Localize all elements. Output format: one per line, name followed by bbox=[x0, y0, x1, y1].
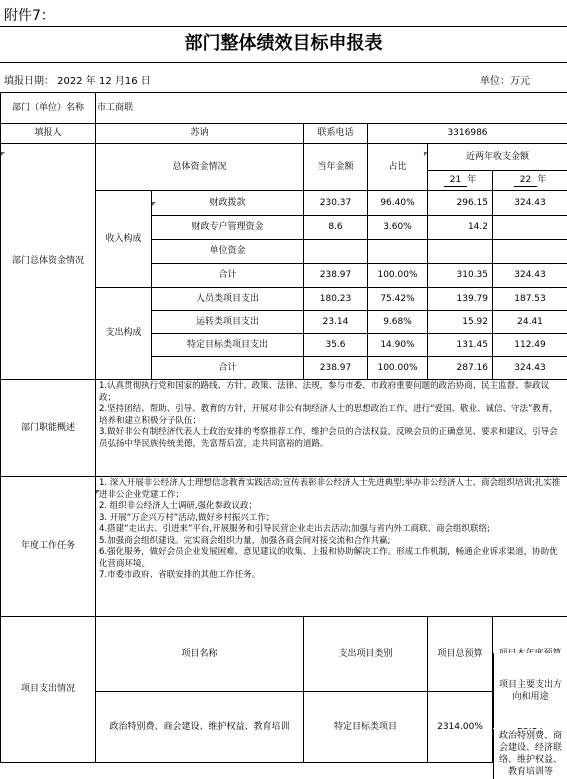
year2-header: 22 年 bbox=[493, 171, 567, 191]
expense-row-name: 特定目标类项目支出 bbox=[152, 334, 304, 357]
performance-table bbox=[0, 92, 567, 763]
expense-row-amount: 35.6 bbox=[304, 334, 368, 357]
income-row-name: 财政专户管理资金 bbox=[152, 216, 304, 240]
expense-total-y2: 324.43 bbox=[493, 357, 567, 380]
project-total: 2314.00% bbox=[428, 692, 493, 763]
projects-header-type: 支出项目类别 bbox=[304, 617, 428, 692]
income-row-amount bbox=[304, 240, 368, 264]
expense-row-name: 人员类项目支出 bbox=[152, 288, 304, 311]
task-line: 2. 组织非公经济人士调研,强化参政议政； bbox=[99, 501, 258, 511]
income-row-y2 bbox=[493, 240, 567, 264]
expense-label: 支出构成 bbox=[96, 288, 152, 380]
duties-text bbox=[96, 380, 567, 477]
task-line: 3. 开展“万企兴万村”活动,做好乡村振兴工作； bbox=[99, 512, 275, 523]
expense-row-y2: 24.41 bbox=[493, 311, 567, 334]
income-total-name: 合计 bbox=[152, 264, 304, 288]
income-row-ratio: 3.60% bbox=[368, 216, 428, 240]
duty-line: 3.做好非公有制经济代表人士政治安排的考察推荐工作，维护会员的合法权益，反映会员的正确意见、要求和建议，引导会员弘扬中华民族传统美德，先富帮后富，走共同富裕的道路。 bbox=[99, 427, 558, 449]
cell-marker-icon bbox=[1, 152, 5, 156]
income-row-amount: 230.37 bbox=[304, 191, 368, 216]
income-label: 收入构成 bbox=[96, 191, 152, 288]
tasks-text bbox=[96, 477, 567, 617]
filler-name: 苏讷 bbox=[96, 124, 304, 144]
income-row-y2: 324.43 bbox=[493, 191, 567, 216]
income-row-name: 单位资金 bbox=[152, 240, 304, 264]
project-use-header: 项目主要支出方向和用途 bbox=[493, 653, 567, 728]
expense-row-amount: 23.14 bbox=[304, 311, 368, 334]
filler-label: 填报人 bbox=[1, 124, 96, 144]
cell-marker-icon bbox=[152, 202, 156, 206]
income-row-y1: 296.15 bbox=[428, 191, 493, 216]
expense-row-y1: 15.92 bbox=[428, 311, 493, 334]
phone-value: 3316986 bbox=[368, 124, 567, 144]
projects-header-total: 项目总预算 bbox=[428, 617, 493, 692]
expense-total-amount: 238.97 bbox=[304, 357, 368, 380]
income-row-y1: 14.2 bbox=[428, 216, 493, 240]
income-row-y2 bbox=[493, 216, 567, 240]
project-use: 政治特别费、商会建设、经济联络、维护权益、教育培训等 bbox=[493, 729, 567, 779]
expense-row-y2: 112.49 bbox=[493, 334, 567, 357]
income-total-y1: 310.35 bbox=[428, 264, 493, 288]
task-line: 5.加强商会组织建设。完实商会组织力量，加强各商会间对接交流和合作共赢; bbox=[99, 535, 391, 546]
income-row-name: 财政拨款 bbox=[152, 191, 304, 216]
expense-row-name: 运转类项目支出 bbox=[152, 311, 304, 334]
income-row-amount: 8.6 bbox=[304, 216, 368, 240]
funds-header-recent: 近两年收支金额 bbox=[428, 144, 567, 171]
funds-section-label: 部门总体资金情况 bbox=[1, 144, 96, 380]
expense-row-ratio: 14.90% bbox=[368, 334, 428, 357]
cell-marker-icon bbox=[96, 490, 100, 494]
cell-marker-icon bbox=[424, 152, 428, 156]
task-line: 6.强化服务，做好会员企业发展困难、意见建议的收集、上报和协助解决工作。形成工作机制，畅通企业诉求渠道，协助优化营商环境。 bbox=[99, 547, 558, 569]
income-row-ratio bbox=[368, 240, 428, 264]
year1-header: 21 年 bbox=[428, 171, 493, 191]
income-row-ratio: 96.40% bbox=[368, 191, 428, 216]
funds-header-amount: 当年金额 bbox=[304, 144, 368, 191]
income-total-ratio: 100.00% bbox=[368, 264, 428, 288]
income-total-y2: 324.43 bbox=[493, 264, 567, 288]
unit-label: 单位：万元 bbox=[480, 76, 530, 87]
duties-label: 部门职能概述 bbox=[1, 380, 96, 477]
expense-row-ratio: 75.42% bbox=[368, 288, 428, 311]
funds-header-ratio: 占比 bbox=[368, 144, 428, 191]
duty-line: 1.认真贯彻执行党和国家的路线、方针、政策、法律、法规，参与市委、市政府重要问题的政治协商、民主监督、参政议政； bbox=[99, 381, 550, 403]
expense-total-y1: 287.16 bbox=[428, 357, 493, 380]
projects-header-name: 项目名称 bbox=[96, 617, 304, 692]
task-line: 1. 深入开展非公经济人士理想信念教育实践活动;宣传表彰非公经济人士先进典型;举办非公经济人士、商会组织培训;扎实推进非公企业党建工作； bbox=[99, 478, 561, 500]
dept-label: 部门（单位）名称 bbox=[1, 93, 96, 124]
projects-label: 项目支出情况 bbox=[1, 617, 96, 763]
expense-row-y1: 131.45 bbox=[428, 334, 493, 357]
task-line: 4.搭建“走出去、引进来”平台,开展服务和引导民营企业走出去活动;加强与省内外工商联、商会组织联络; bbox=[99, 524, 490, 534]
income-row-y1 bbox=[428, 240, 493, 264]
funds-header-item: 总体资金情况 bbox=[96, 144, 304, 191]
expense-row-ratio: 9.68% bbox=[368, 311, 428, 334]
project-type: 特定目标类项目 bbox=[304, 692, 428, 763]
expense-row-y2: 187.53 bbox=[493, 288, 567, 311]
project-name: 政治特别费、商会建设、维护权益、教育培训 bbox=[96, 692, 304, 763]
expense-row-y1: 139.79 bbox=[428, 288, 493, 311]
expense-total-name: 合计 bbox=[152, 357, 304, 380]
tasks-label: 年度工作任务 bbox=[1, 477, 96, 617]
phone-label: 联系电话 bbox=[304, 124, 368, 144]
expense-row-amount: 180.23 bbox=[304, 288, 368, 311]
expense-total-ratio: 100.00% bbox=[368, 357, 428, 380]
page-title: 部门整体绩效目标申报表 bbox=[184, 33, 383, 54]
fill-date: 填报日期： 2022 年 12 月16 日 bbox=[4, 76, 151, 87]
income-total-amount: 238.97 bbox=[304, 264, 368, 288]
task-line: 7.市委市政府、省联安排的其他工作任务。 bbox=[99, 570, 261, 580]
duty-line: 2.坚持团结、帮助、引导、教育的方针，开展对非公有制经济人士的思想政治工作，进行“爱国、敬业、诚信、守法”教育，培养和建立积极分子队伍； bbox=[99, 404, 558, 426]
dept-name: 市工商联 bbox=[96, 93, 567, 124]
attachment-label: 附件7： bbox=[4, 8, 55, 24]
